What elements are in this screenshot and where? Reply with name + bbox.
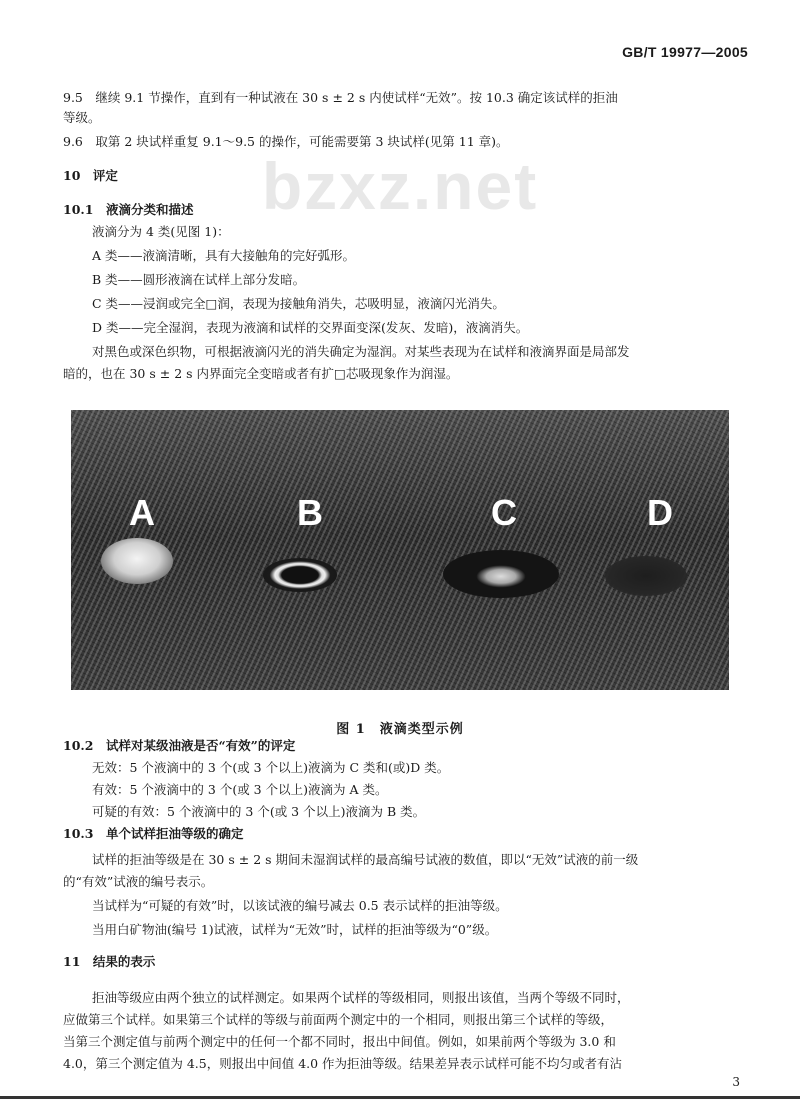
droplet-c [443, 550, 559, 598]
figure-caption: 图 1 液滴类型示例 [336, 722, 464, 737]
text-line: 当试样为“可疑的有效”时，以该试液的编号减去 0.5 表示试样的拒油等级。 [92, 898, 508, 913]
figure-label-d: D [647, 492, 673, 533]
text-line: 4.0，第三个测定值为 4.5，则报出中间值 4.0 作为拒油等级。结果差异表示试样可能不均匀或者有沾 [63, 1056, 623, 1071]
text-line: 当第三个测定值与前两个测定中的任何一个都不同时，报出中间值。例如，如果前两个等级为 3.0 和 [63, 1034, 616, 1049]
text-line: 对黑色或深色织物，可根据液滴闪光的消失确定为湿润。对某些表现为在试样和液滴界面是局部发 [92, 344, 630, 359]
section-heading: 10.3 单个试样拒油等级的确定 [63, 826, 244, 841]
figure-label-c: C [491, 492, 517, 533]
text-line: 无效：5 个液滴中的 3 个(或 3 个以上)液滴为 C 类和(或)D 类。 [92, 760, 450, 775]
section-heading: 10 评定 [63, 168, 118, 183]
text-line: B 类——圆形液滴在试样上部分发暗。 [92, 272, 306, 287]
standard-number-header: GB/T 19977—2005 [622, 44, 748, 60]
text-line: 9.5 继续 9.1 节操作，直到有一种试液在 30 s ± 2 s 内使试样“无效”。按 10.3 确定该试样的拒油 [63, 90, 618, 105]
bottom-divider [0, 1096, 800, 1099]
text-line: 拒油等级应由两个独立的试样测定。如果两个试样的等级相同，则报出该值，当两个等级不同时， [92, 990, 630, 1005]
figure-label-a: A [129, 492, 155, 533]
section-heading: 10.1 液滴分类和描述 [63, 202, 194, 217]
text-line: A 类——液滴清晰，具有大接触角的完好弧形。 [92, 248, 356, 263]
text-line: 9.6 取第 2 块试样重复 9.1～9.5 的操作，可能需要第 3 块试样(见第 11 章)。 [63, 134, 509, 149]
page-number: 3 [732, 1075, 740, 1089]
text-line: 液滴分为 4 类(见图 1)： [92, 224, 230, 239]
watermark: bzxz.net [261, 149, 539, 223]
figure-label-b: B [297, 492, 323, 533]
text-line: 应做第三个试样。如果第三个试样的等级与前面两个测定中的一个相同，则报出第三个试样的等级， [63, 1012, 614, 1027]
text-line: C 类——浸润或完全□润，表现为接触角消失，芯吸明显，液滴闪光消失。 [92, 296, 505, 311]
droplet-d [605, 556, 687, 596]
droplet-b [263, 558, 337, 592]
text-line: 当用白矿物油(编号 1)试液，试样为“无效”时，试样的拒油等级为“0”级。 [92, 922, 498, 937]
text-line: 的“有效”试液的编号表示。 [63, 874, 214, 889]
section-heading: 10.2 试样对某级油液是否“有效”的评定 [63, 738, 296, 753]
section-heading: 11 结果的表示 [63, 954, 156, 969]
text-line: 有效：5 个液滴中的 3 个(或 3 个以上)液滴为 A 类。 [92, 782, 388, 797]
text-line: 试样的拒油等级是在 30 s ± 2 s 期间未湿润试样的最高编号试液的数值，即以“无效”试液的前一级 [92, 852, 639, 867]
text-line: 暗的，也在 30 s ± 2 s 内界面完全变暗或者有扩□芯吸现象作为润湿。 [63, 366, 459, 381]
text-line: 可疑的有效：5 个液滴中的 3 个(或 3 个以上)液滴为 B 类。 [92, 804, 426, 819]
text-line: 等级。 [63, 110, 101, 125]
text-line: D 类——完全湿润，表现为液滴和试样的交界面变深(发灰、发暗)，液滴消失。 [92, 320, 529, 335]
droplet-a [101, 538, 173, 584]
droplet-photo [71, 410, 729, 690]
